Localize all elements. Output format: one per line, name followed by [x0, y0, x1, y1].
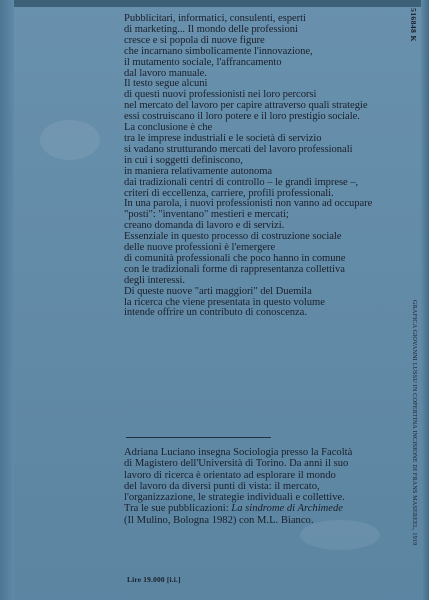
blurb-line: tra le imprese industriali e le società di servizio: [124, 132, 322, 144]
blurb-line: dai tradizionali centri di controllo – le grandi imprese –,: [124, 176, 359, 188]
blurb-text: [124, 14, 394, 319]
book-title: La sindrome di Archimede: [231, 503, 344, 515]
credits-text: GRAFICA GIOVANNI LUSSU IN COPERTINA INCISIONE DI FRANS MASEREEL, 1919: [411, 300, 418, 546]
cover-credits: [406, 300, 420, 600]
blurb-line: in maniera relativamente autonoma: [124, 165, 273, 177]
blurb-line: essi costruiscano il loro potere e il loro prestigio sociale.: [124, 111, 360, 123]
bio-line: lavoro di ricerca è orientato ad esplorare il mondo: [124, 469, 336, 481]
blurb-line: delle nuove professioni è l'emergere: [124, 242, 276, 254]
bio-line: del lavoro da diversi punti di vista: il mercato,: [124, 480, 320, 492]
blurb-line: criteri di eccellenza, carriere, profili professionali.: [124, 187, 334, 199]
blurb-line: Pubblicitari, informatici, consulenti, esperti: [124, 13, 306, 24]
blurb-line: In una parola, i nuovi professionisti non vanno ad occupare: [124, 198, 373, 210]
left-spine-edge: [0, 0, 14, 600]
top-edge-strip: [0, 0, 429, 7]
blurb-line: si vadano strutturando mercati del lavoro professionali: [124, 143, 353, 155]
right-edge: [421, 0, 429, 600]
author-bio: [124, 447, 394, 526]
bio-line: di Magistero dell'Università di Torino. Da anni il suo: [124, 458, 349, 470]
price-label: Lire 19.000 [i.i.]: [127, 575, 181, 584]
section-divider: [126, 437, 271, 438]
blurb-line: dal lavoro manuale.: [124, 67, 207, 79]
blurb-line: di questi nuovi professionisti nei loro percorsi: [124, 89, 317, 101]
blurb-line: degli interessi.: [124, 274, 185, 286]
bio-line: (Il Mulino, Bologna 1982) con M.L. Bianco.: [124, 514, 314, 526]
isbn-code: [406, 8, 420, 98]
blurb-line: creano domanda di lavoro e di servizi.: [124, 220, 285, 232]
bio-line-prefix: Tra le sue pubblicazioni:: [124, 503, 232, 515]
isbn-text: 516848 K: [409, 8, 418, 42]
blurb-line: intende offrire un contributo di conoscenza.: [124, 307, 307, 319]
bio-line: l'organizzazione, le strategie individuali e collettive.: [124, 492, 345, 504]
blurb-line: in cui i soggetti definiscono,: [124, 154, 243, 166]
blurb-line: con le tradizionali forme di rappresentanza collettiva: [124, 263, 345, 275]
blurb-line: nel mercato del lavoro per capire attraverso quali strategie: [124, 100, 368, 112]
blurb-line: Essenziale in questo processo di costruzione sociale: [124, 231, 342, 243]
blurb-line: di marketing... Il mondo delle professioni: [124, 23, 298, 35]
blurb-line: "posti": "inventano" mestieri e mercati;: [124, 209, 289, 221]
blurb-line: che incarnano simbolicamente l'innovazione,: [124, 45, 313, 57]
blurb-line: cresce e si popola di nuove figure: [124, 34, 265, 46]
bio-line: Adriana Luciano insegna Sociologia presso la Facoltà: [124, 447, 353, 458]
blurb-line: la ricerca che viene presentata in questo volume: [124, 296, 325, 308]
bio-line: [124, 503, 394, 514]
blurb-line: La conclusione è che: [124, 122, 213, 134]
cover-wear-mark: [40, 120, 100, 160]
blurb-line: Il testo segue alcuni: [124, 78, 208, 90]
blurb-line: di comunità professionali che poco hanno in comune: [124, 252, 346, 264]
blurb-line: il mutamento sociale, l'affrancamento: [124, 56, 282, 68]
blurb-line: Di queste nuove "arti maggiori" del Duemila: [124, 285, 312, 297]
